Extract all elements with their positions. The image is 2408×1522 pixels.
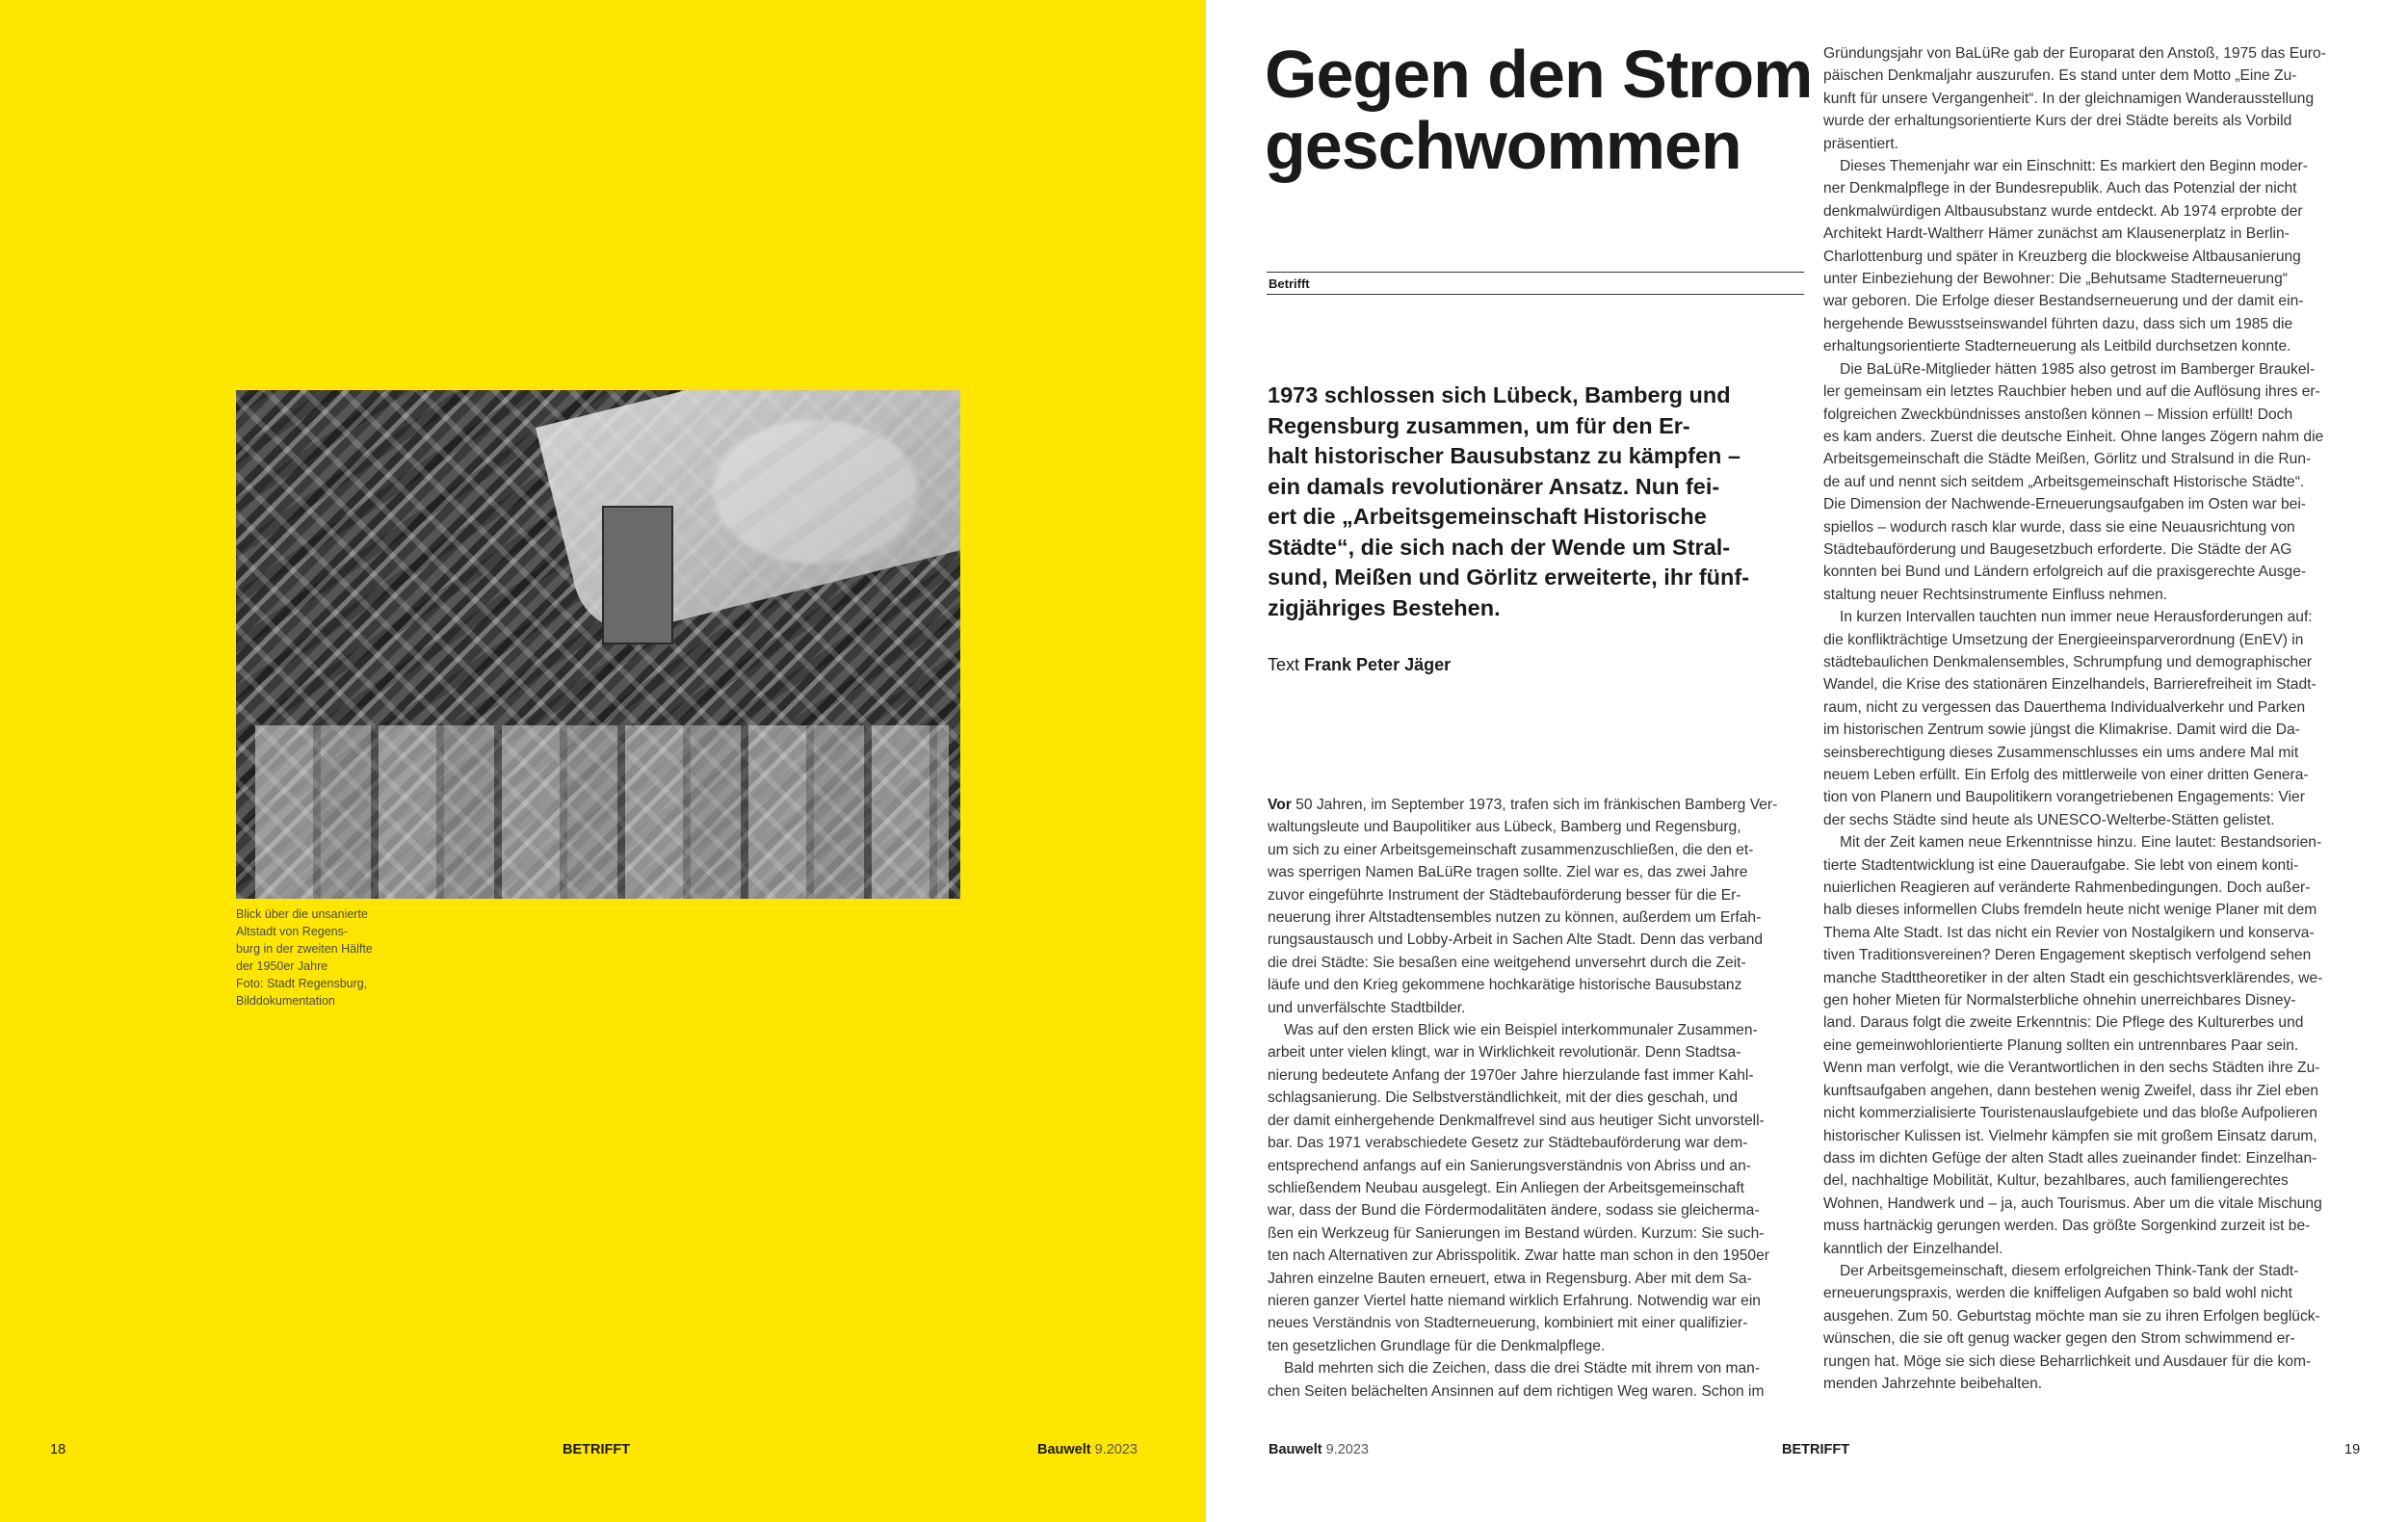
caption-line: Altstadt von Regens- (236, 925, 349, 938)
caption-line: der 1950er Jahre (236, 959, 328, 973)
magazine-name: Bauwelt (1037, 1442, 1091, 1457)
body-line: ten nach Alternativen zur Abrisspolitik. Zwar hatte man schon in den 1950er (1268, 1247, 1769, 1265)
body-line: Der Arbeitsgemeinschaft, diesem erfolgreichen Think-Tank der Stadt- (1840, 1262, 2299, 1279)
body-line: nuierlichen Reagieren auf veränderte Rahmenbedingungen. Doch außer- (1823, 879, 2311, 897)
section-rule-bottom (1267, 294, 1804, 295)
caption-line: Bilddokumentation (236, 994, 335, 1008)
body-line: eine gemeinwohlorientierte Planung sollten ein untrennbares Paar sein. (1823, 1037, 2299, 1054)
issue-number: 9.2023 (1094, 1442, 1138, 1457)
body-line: Thema Alte Stadt. Ist das nicht ein Revier von Nostalgikern und konserva- (1823, 924, 2315, 941)
body-line: ner Denkmalpflege in der Bundesrepublik. Auch das Potenzial der nicht (1823, 180, 2297, 197)
body-line: entsprechend anfangs auf ein Sanierungsverständnis von Abriss und an- (1268, 1157, 1751, 1174)
body-line: wünschen, die sie oft genug wacker gegen den Strom schwimmend er- (1823, 1330, 2295, 1348)
body-line: waltungsleute und Baupolitiker aus Lübeck, Bamberg und Regensburg, (1268, 819, 1741, 836)
body-line: neuem Leben erfüllt. Ein Erfolg des mittlerweile von einer dritten Genera- (1823, 767, 2309, 783)
issue-number: 9.2023 (1325, 1442, 1369, 1457)
body-line: rungen hat. Möge sie sich diese Beharrlichkeit und Ausdauer für die kom- (1823, 1352, 2312, 1370)
body-line: ßen ein Werkzeug für Sanierungen im Bestand würden. Kurzum: Sie such- (1268, 1224, 1765, 1242)
body-line: nierung bedeutete Anfang der 1970er Jahre hierzulande fast immer Kahl- (1268, 1066, 1754, 1084)
section-rule-top (1267, 272, 1804, 273)
body-line: päischen Denkmaljahr auszurufen. Es stand unter dem Motto „Eine Zu- (1823, 67, 2297, 85)
body-line: der damit einhergehende Denkmalfrevel sind aus heutiger Sicht unvorstell- (1268, 1112, 1765, 1129)
byline-author: Frank Peter Jäger (1304, 655, 1452, 674)
body-line: kanntlich der Einzelhandel. (1823, 1240, 2003, 1257)
section-footer-left: BETRIFFT (563, 1442, 631, 1457)
body-line: de auf und nennt sich seitdem „Arbeitsgemeinschaft Historische Städte“. (1823, 473, 2305, 490)
body-line: staltung neuer Rechtsinstrumente Einfluss nehmen. (1823, 586, 2168, 603)
body-line: muss hartnäckig gerungen werden. Das größte Sorgenkind zurzeit ist be- (1823, 1218, 2311, 1235)
body-line: präsentiert. (1823, 135, 1899, 152)
body-line: läufe und den Krieg gekommene hochkarätige historische Bausubstanz (1268, 977, 1742, 994)
body-line: konnten bei Bund und Ländern erfolgreich auf die praxisgerechte Ausge- (1823, 564, 2307, 581)
body-line: Mit der Zeit kamen neue Erkenntnisse hinzu. Eine lautet: Bestandsorien- (1840, 834, 2322, 852)
body-line: erneuerungspraxis, werden die kniffeligen Aufgaben so bald wohl nicht (1823, 1285, 2292, 1302)
lead-line: zigjähriges Bestehen. (1268, 594, 1501, 620)
body-line: Wohnen, Handwerk und – ja, auch Tourismus. Aber um die vitale Mischung (1823, 1194, 2322, 1212)
page-number-left: 18 (50, 1442, 66, 1457)
body-line: gen hoher Mieten für Normalsterbliche ohnehin unerreichbares Disney- (1823, 992, 2296, 1010)
headline-line: geschwommen (1265, 108, 1741, 183)
body-line: war, dass der Bund die Fördermodalitäten ändere, sodass sie gleicherma- (1268, 1202, 1760, 1220)
body-column-2 (1823, 42, 2326, 1395)
body-line: kunft für unsere Vergangenheit“. In der gleichnamigen Wanderausstellung (1823, 90, 2315, 107)
body-line: Wenn man verfolgt, wie die Verantwortlichen in den sechs Städten ihre Zu- (1823, 1060, 2320, 1077)
body-line: denkmalwürdigen Altbausubstanz wurde entdeckt. Ab 1974 erprobte der (1823, 202, 2303, 220)
body-line: del, nachhaltige Mobilität, Kultur, bezahlbares, auch familiengerechtes (1823, 1172, 2289, 1190)
section-label: Betrifft (1269, 276, 1310, 291)
lead-line: ert die „Arbeitsgemeinschaft Historische (1268, 504, 1707, 529)
magazine-name: Bauwelt (1269, 1442, 1322, 1457)
body-line: spiellos – wodurch rasch klar wurde, dass sie eine Neuausrichtung von (1823, 518, 2295, 536)
body-line: es kam anders. Zuerst die deutsche Einheit. Ohne langes Zögern nahm die (1823, 428, 2324, 445)
body-line-text: 50 Jahren, im September 1973, trafen sich im fränkischen Bamberg Ver- (1291, 797, 1778, 813)
body-line: Städtebauförderung und Baugesetzbuch erforderte. Die Städte der AG (1823, 540, 2292, 558)
byline-prefix: Text (1268, 655, 1300, 674)
body-line: halb dieses informellen Clubs fremdeln heute nicht wenige Planer mit dem (1823, 902, 2317, 919)
body-line: Die Dimension der Nachwende-Erneuerungsaufgaben im Osten war bei- (1823, 496, 2306, 513)
body-line: land. Daraus folgt die zweite Erkenntnis: Die Pflege des Kulturerbes und (1823, 1014, 2304, 1032)
body-line: war geboren. Die Erfolge dieser Bestandserneuerung und der damit ein- (1823, 293, 2304, 310)
body-line: neues Verständnis von Stadterneuerung, kombiniert mit einer qualifizier- (1268, 1315, 1748, 1332)
body-line: Was auf den ersten Blick wie ein Beispiel interkommunaler Zusammen- (1284, 1022, 1758, 1039)
article-headline (1265, 39, 1812, 181)
body-line: zuvor eingeführte Instrument der Städtebauförderung besser für die Er- (1268, 886, 1741, 904)
body-line: rungsaustausch und Lobby-Arbeit in Sachen Alte Stadt. Denn das verband (1268, 932, 1764, 949)
lead-line: halt historischer Bausubstanz zu kämpfen – (1268, 443, 1741, 468)
drop-word: Vor (1268, 797, 1292, 813)
body-line: chen Seiten belächelten Ansinnen auf dem richtigen Weg waren. Schon im (1268, 1382, 1765, 1400)
magazine-footer-left (1037, 1442, 1138, 1457)
body-line: nieren ganzer Viertel hatte niemand wirklich Erfahrung. Notwendig war ein (1268, 1292, 1761, 1309)
body-line: im historischen Zentrum sowie jüngst die Klimakrise. Damit wird die Da- (1823, 722, 2300, 739)
body-line: der sechs Städte sind heute als UNESCO-Welterbe-Stätten gelistet. (1823, 811, 2275, 828)
body-line: nicht kommerzialisierte Touristenauslaufgebiete und das bloße Aufpolieren (1823, 1105, 2317, 1122)
body-line: wurde der erhaltungsorientierte Kurs der drei Städte bereits als Vorbild (1823, 113, 2292, 130)
photo-houses (255, 725, 949, 899)
body-line: tion von Planern und Baupolitikern vorangetriebenen Engagements: Vier (1823, 789, 2305, 806)
body-line: kunftsaufgaben angehen, dann bestehen wenig Zweifel, dass ihr Ziel eben (1823, 1082, 2319, 1099)
body-line: Charlottenburg und später in Kreuzberg die blockweise Altbausanierung (1823, 248, 2301, 265)
body-line: bar. Das 1971 verabschiedete Gesetz zur Städtebauförderung war dem- (1268, 1135, 1748, 1152)
body-line: um sich zu einer Arbeitsgemeinschaft zusammenzuschließen, die den et- (1268, 841, 1754, 858)
body-line: städtebaulichen Denkmalensembles, Schrumpfung und demographischer (1823, 653, 2313, 670)
caption-line: Blick über die unsanierte (236, 907, 368, 921)
byline (1268, 655, 1451, 675)
body-line: unter Einbeziehung der Bewohner: Die „Behutsame Stadterneuerung“ (1823, 271, 2288, 288)
regensburg-photo (236, 390, 960, 899)
caption-line: Foto: Stadt Regensburg, (236, 977, 368, 990)
body-line: menden Jahrzehnte beibehalten. (1823, 1375, 2043, 1392)
body-line: Jahren einzelne Bauten erneuert, etwa in Regensburg. Aber mit dem Sa- (1268, 1270, 1752, 1287)
lead-line: sund, Meißen und Görlitz erweiterte, ihr fünf- (1268, 564, 1750, 590)
body-line: hergehende Bewusstseinswandel führten dazu, dass sich um 1985 die (1823, 315, 2293, 332)
body-line: seinsberechtigung dieses Zusammenschlusses ein ums andere Mal mit (1823, 744, 2299, 761)
body-line: Dieses Themenjahr war ein Einschnitt: Es markiert den Beginn moder- (1840, 158, 2308, 175)
page-number-right: 19 (2344, 1442, 2361, 1457)
body-line: raum, nicht zu vergessen das Dauerthema Individualverkehr und Parken (1823, 698, 2306, 716)
caption-line: burg in der zweiten Hälfte (236, 942, 373, 956)
body-line: und unverfälschte Stadtbilder. (1268, 999, 1466, 1016)
body-line: ten gesetzlichen Grundlage für die Denkmalpflege. (1268, 1337, 1606, 1354)
body-line: Arbeitsgemeinschaft die Städte Meißen, Görlitz und Stralsund in die Run- (1823, 451, 2312, 468)
lead-line: 1973 schlossen sich Lübeck, Bamberg und (1268, 382, 1731, 407)
body-line: schließendem Neubau ausgelegt. Ein Anliegen der Arbeitsgemeinschaft (1268, 1179, 1744, 1196)
body-line: tiven Traditionsvereinen? Deren Engagement skeptisch verfolgend sehen (1823, 947, 2312, 964)
body-line: die drei Städte: Sie besaßen eine weitgehend unversehrt durch die Zeit- (1268, 954, 1746, 971)
body-line: tierte Stadtentwicklung ist eine Daueraufgabe. Sie lebt von einem konti- (1823, 856, 2299, 874)
body-line: Wandel, die Krise des stationären Einzelhandels, Barrierefreiheit im Stadt- (1823, 676, 2316, 694)
article-lead (1268, 380, 1807, 623)
body-line: dass im dichten Gefüge der alten Stadt alles zueinander findet: Einzelhan- (1823, 1149, 2317, 1167)
body-line: Bald mehrten sich die Zeichen, dass die drei Städte mit ihrem von man- (1284, 1360, 1761, 1378)
body-line (1268, 794, 1777, 816)
body-line: Die BaLüRe-Mitglieder hätten 1985 also getrost im Bamberger Braukel- (1840, 360, 2316, 378)
body-line: ausgehen. Zum 50. Geburtstag möchte man sie zu ihren Erfolgen beglück- (1823, 1307, 2320, 1325)
body-line: Architekt Hardt-Waltherr Hämer zunächst am Klausenerplatz in Berlin- (1823, 225, 2290, 243)
body-line: In kurzen Intervallen tauchten nun immer neue Herausforderungen auf: (1840, 609, 2313, 626)
body-line: historischer Kulissen ist. Vielmehr kämpfen sie mit großem Einsatz darum, (1823, 1127, 2317, 1144)
section-footer-right: BETRIFFT (1782, 1442, 1850, 1457)
photo-tower (602, 506, 673, 644)
body-line: arbeit unter vielen klingt, war in Wirklichkeit revolutionär. Denn Stadtsa- (1268, 1044, 1741, 1062)
body-line: die konflikträchtige Umsetzung der Energieeinsparverordnung (EnEV) in (1823, 631, 2304, 648)
headline-line: Gegen den Strom (1265, 37, 1813, 112)
body-column-1 (1268, 794, 1777, 1403)
body-line: neuerung ihrer Altstadtensembles nutzen zu können, außerdem um Erfah- (1268, 909, 1762, 927)
body-line: erhaltungsorientierte Stadterneuerung als Leitbild durchsetzen konnte. (1823, 338, 2291, 355)
lead-line: Städte“, die sich nach der Wende um Stral- (1268, 534, 1731, 560)
body-line: ler gemeinsam ein letztes Rauchbier heben und auf die Auflösung ihres er- (1823, 383, 2320, 401)
lead-line: ein damals revolutionärer Ansatz. Nun fei- (1268, 473, 1720, 499)
body-line: was sperrigen Namen BaLüRe tragen sollte. Ziel war es, das zwei Jahre (1268, 864, 1748, 881)
body-line: manche Stadttheoretiker in der alten Stadt ein geschichtsverklärendes, we- (1823, 969, 2323, 986)
lead-line: Regensburg zusammen, um für den Er- (1268, 412, 1690, 438)
body-line: folgreichen Zweckbündnisses anstoßen können – Mission erfüllt! Doch (1823, 406, 2293, 423)
magazine-footer-right (1269, 1442, 1369, 1457)
body-line: schlagsanierung. Die Selbstverständlichkeit, mit der dies geschah, und (1268, 1089, 1739, 1107)
photo-caption (236, 905, 409, 1010)
body-line: Gründungsjahr von BaLüRe gab der Europarat den Anstoß, 1975 das Euro- (1823, 45, 2326, 62)
